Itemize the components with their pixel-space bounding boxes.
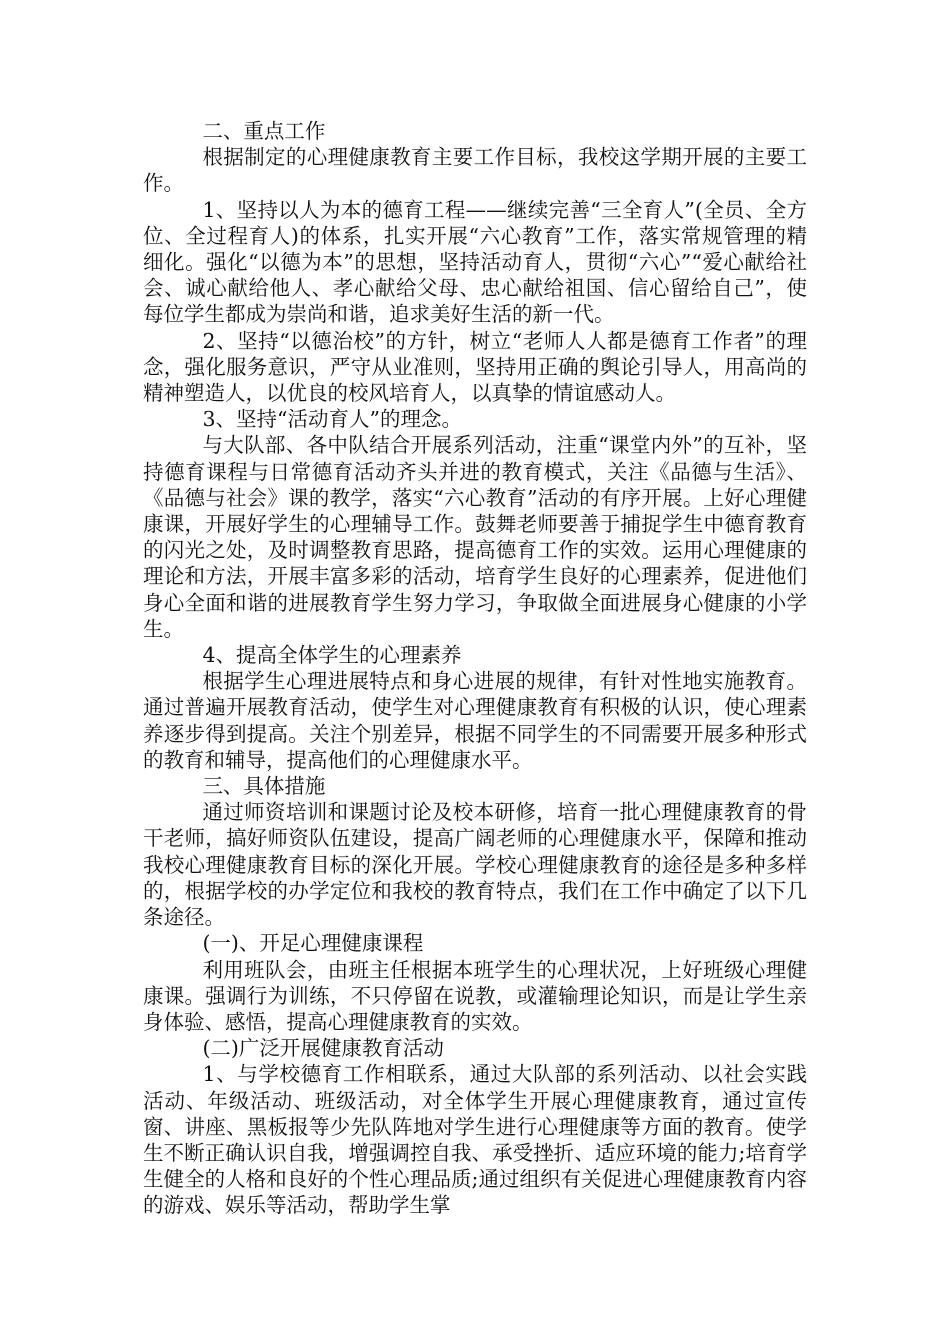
body-paragraph: 1、坚持以人为本的德育工程——继续完善“三全育人”(全员、全方位、全过程育人)的体系，扎实开展“六心教育”工作，落实常规管理的精细化。强化“以德为本”的思想，坚持活动育人，贯彻“六心”“爱心献给社会、诚心献给他人、孝心献给父母、忠心献给祖国、信心留给自己”，使每位学生都成为崇尚和谐，追求美好生活的新一代。: [143, 197, 807, 327]
subsection-heading: (二)广泛开展健康教育活动: [202, 1036, 444, 1061]
body-paragraph: 2、坚持“以德治校”的方针，树立“老师人人都是德育工作者”的理念，强化服务意识，严守从业准则，坚持用正确的舆论引导人，用高尚的精神塑造人，以优良的校风培育人，以真挚的情谊感动人。: [143, 328, 807, 406]
body-paragraph: 1、与学校德育工作相联系，通过大队部的系列活动、以社会实践活动、年级活动、班级活动，对全体学生开展心理健康教育，通过宣传窗、讲座、黑板报等少先队阵地对学生进行心理健康等方面的教育。使学生不断正确认识自我，增强调控自我、承受挫折、适应环境的能力;培育学生健全的人格和良好的个性心理品质;通过组织有关促进心理健康教育内容的游戏、娱乐等活动，帮助学生掌: [143, 1062, 807, 1218]
body-paragraph: 与大队部、各中队结合开展系列活动，注重“课堂内外”的互补，坚持德育课程与日常德育活动齐头并进的教育模式，关注《品德与生活》、《品德与社会》课的教学，落实“六心教育”活动的有序开展。上好心理健康课，开展好学生的心理辅导工作。鼓舞老师要善于捕捉学生中德育教育的闪光之处，及时调整教育思路，提高德育工作的实效。运用心理健康的理论和方法，开展丰富多彩的活动，培育学生良好的心理素养，促进他们身心全面和谐的进展教育学生努力学习，争取做全面进展身心健康的小学生。: [143, 433, 807, 641]
section-heading: 二、重点工作: [202, 119, 326, 143]
body-paragraph: 根据学生心理进展特点和身心进展的规律，有针对性地实施教育。通过普遍开展教育活动，使学生对心理健康教育有积极的认识，使心理素养逐步得到提高。关注个别差异，根据不同学生的不同需要开展多种形式的教育和辅导，提高他们的心理健康水平。: [143, 669, 807, 772]
body-paragraph: 通过师资培训和课题讨论及校本研修，培育一批心理健康教育的骨干老师，搞好师资队伍建设，提高广阔老师的心理健康水平，保障和推动我校心理健康教育目标的深化开展。学校心理健康教育的途径是多种多样的，根据学校的办学定位和我校的教育特点，我们在工作中确定了以下几条途径。: [143, 800, 807, 930]
document-page: [143, 118, 807, 1219]
section-heading: 三、具体措施: [202, 774, 326, 799]
body-paragraph: 根据制定的心理健康教育主要工作目标，我校这学期开展的主要工作。: [143, 145, 807, 196]
body-paragraph: 4、提高全体学生的心理素养: [202, 643, 462, 668]
body-paragraph: 利用班队会，由班主任根据本班学生的心理状况，上好班级心理健康课。强调行为训练，不只停留在说教，或灌输理论知识，而是让学生亲身体验、感悟，提高心理健康教育的实效。: [143, 957, 807, 1034]
body-paragraph: 3、坚持“活动育人”的理念。: [202, 407, 462, 432]
subsection-heading: (一)、开足心理健康课程: [202, 931, 424, 956]
